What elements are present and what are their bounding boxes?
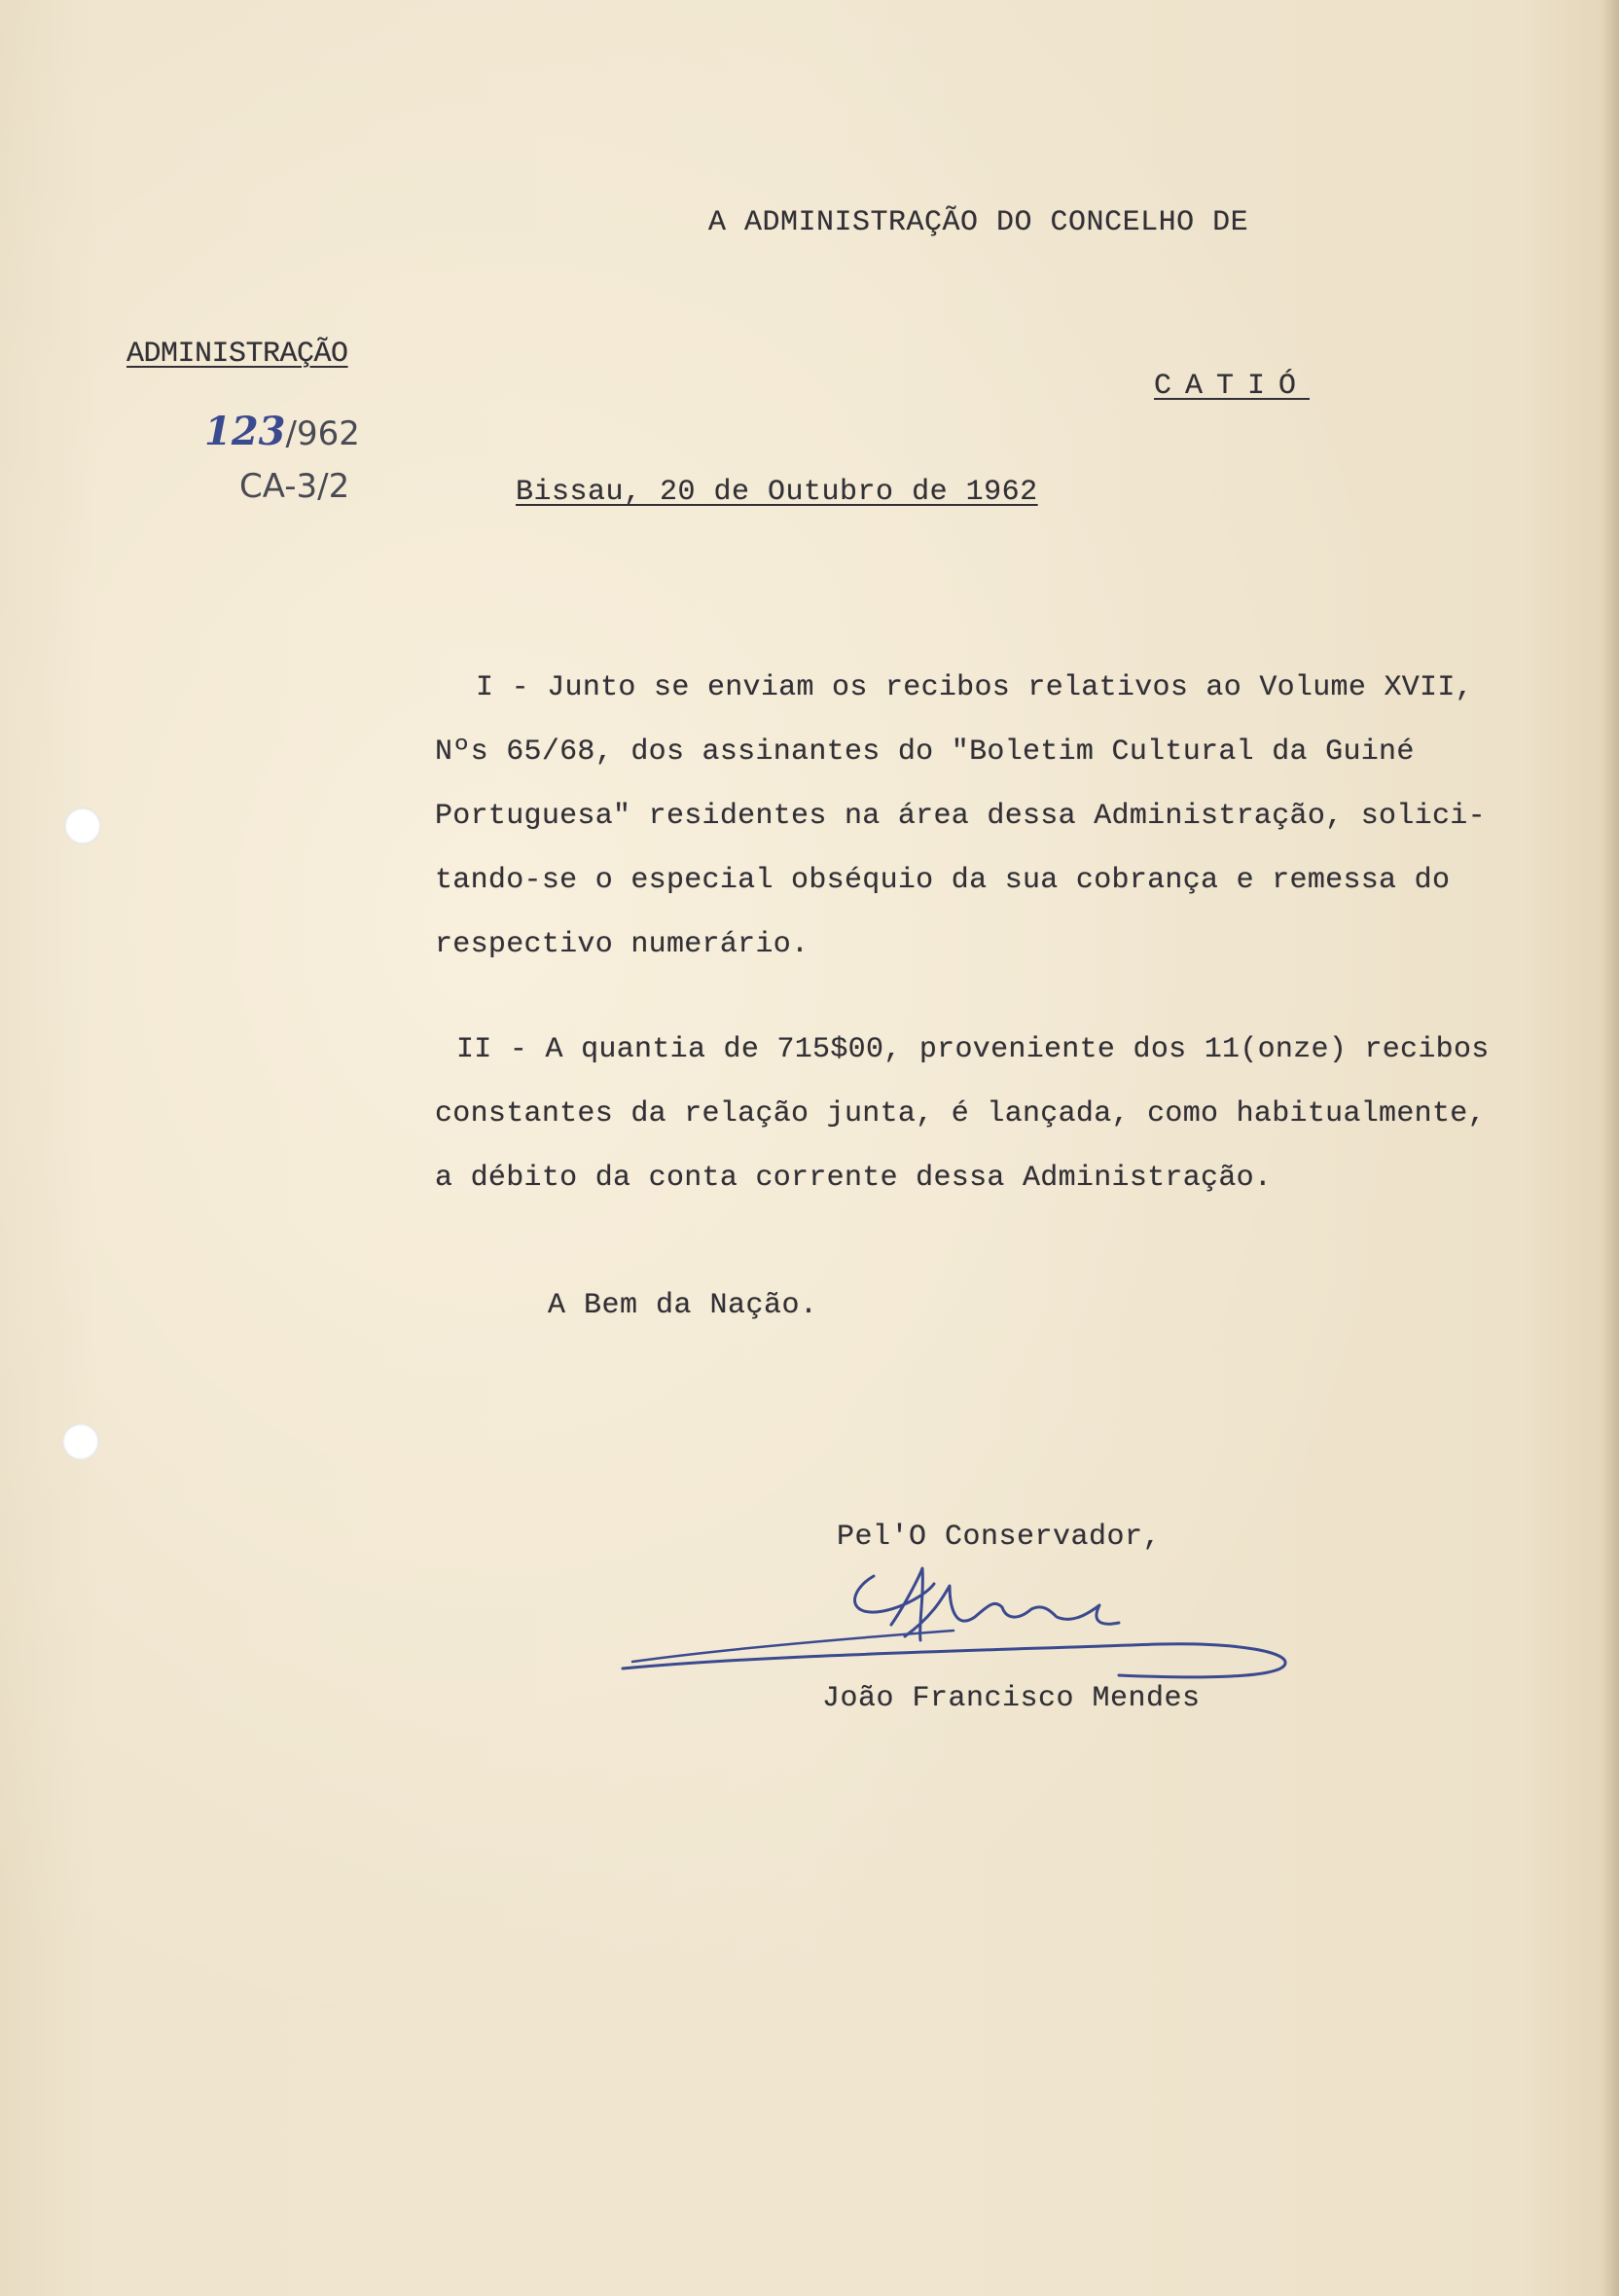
paragraph-two-line: constantes da relação junta, é lançada, como habitualmente,	[435, 1097, 1486, 1130]
handwritten-reference-number: 123	[204, 409, 286, 454]
punch-hole-top	[64, 807, 101, 844]
paragraph-one-line: respectivo numerário.	[435, 928, 810, 961]
addressee-place: CATIÓ	[1154, 370, 1311, 403]
closing-salutation: A Bem da Nação.	[548, 1289, 818, 1322]
signatory-role: Pel'O Conservador,	[837, 1521, 1162, 1554]
signatory-name: João Francisco Mendes	[822, 1682, 1201, 1715]
date-line: Bissau, 20 de Outubro de 1962	[516, 476, 1038, 509]
paragraph-one-line: tando-se o especial obséquio da sua cobrança e remessa do	[435, 864, 1451, 897]
paragraph-one-line: Nºs 65/68, dos assinantes do "Boletim Cultural da Guiné	[435, 735, 1415, 769]
paragraph-two-line: a débito da conta corrente dessa Administração.	[435, 1162, 1273, 1195]
reference-number	[204, 409, 360, 454]
addressee-line: A ADMINISTRAÇÃO DO CONCELHO DE	[708, 206, 1249, 239]
reference-department: ADMINISTRAÇÃO	[126, 338, 348, 371]
handwritten-signature	[613, 1547, 1313, 1703]
paragraph-two	[435, 1018, 1490, 1210]
punch-hole-bottom	[62, 1423, 99, 1460]
reference-year: /962	[285, 414, 360, 453]
paragraph-one-line: I - Junto se enviam os recibos relativos ao Volume XVII,	[476, 671, 1473, 704]
page-edge-shadow	[1601, 0, 1619, 2296]
paragraph-one-line: Portuguesa" residentes na área dessa Administração, solici-	[435, 800, 1486, 833]
paragraph-one	[435, 656, 1486, 977]
reference-code: CA-3/2	[239, 467, 350, 506]
paragraph-two-line: II - A quantia de 715$00, proveniente dos 11(onze) recibos	[456, 1033, 1490, 1066]
